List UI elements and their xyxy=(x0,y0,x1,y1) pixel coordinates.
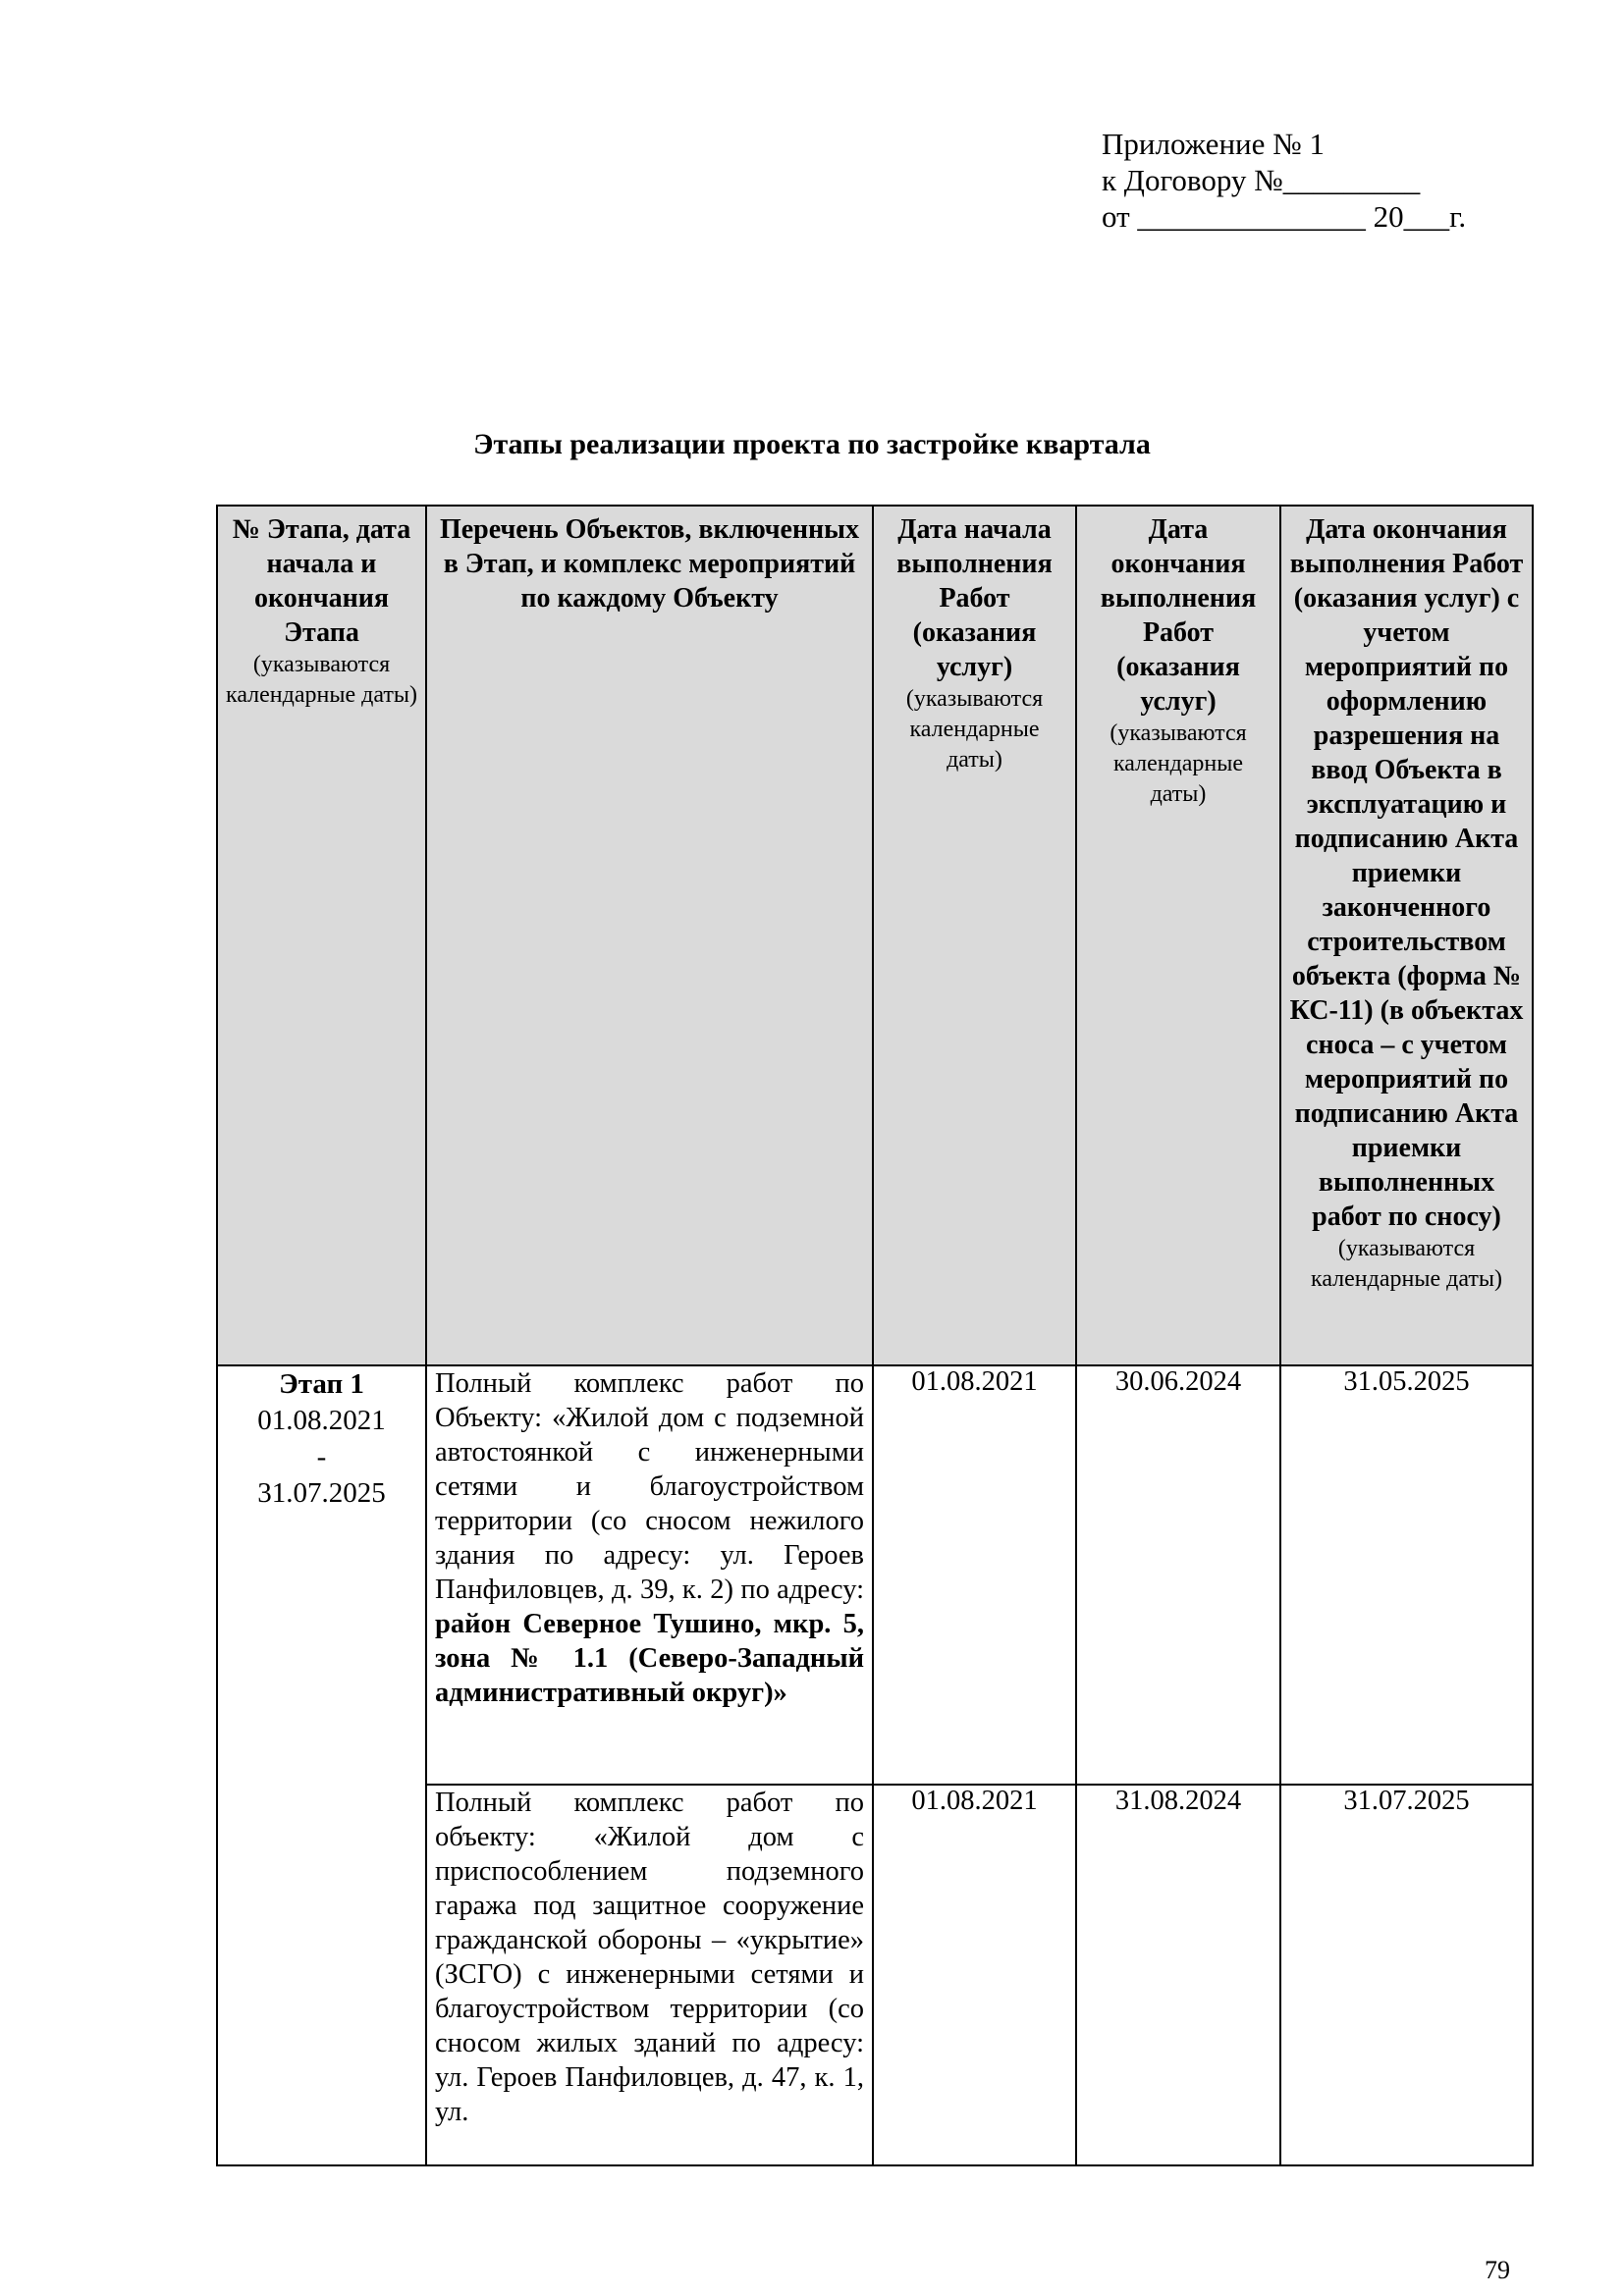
table-header-row xyxy=(217,506,1533,1365)
header-stage xyxy=(217,506,426,1365)
header-label: Дата начала выполнения Работ (оказания услуг) xyxy=(896,514,1053,682)
header-note: (указываются календарные даты) xyxy=(905,686,1044,773)
header-start-date xyxy=(873,506,1076,1365)
stage-end-date: 31.07.2025 xyxy=(257,1477,386,1509)
start-date-cell: 01.08.2021 xyxy=(873,1365,1076,1785)
header-label: Дата окончания выполнения Работ (оказания услуг) с учетом мероприятий по оформлению разрешения на ввод Объекта в эксплуатацию и подписанию Акта приемки законченного строительством объекта (форма № КС-11) (в объектах сноса – с учетом мероприятий по подписанию Акта приемки выполненных работ по сносу) xyxy=(1289,514,1524,1232)
appendix-header xyxy=(1102,126,1534,235)
header-end-date-with-permits xyxy=(1280,506,1533,1365)
end-date-cell: 30.06.2024 xyxy=(1076,1365,1280,1785)
end-date-cell: 31.08.2024 xyxy=(1076,1785,1280,2165)
object-text: Полный комплекс работ по объекту: «Жилой дом с приспособлением подземного гаража под защитное сооружение гражданской обороны – «укрытие» (ЗСГО) с инженерными сетями и благоустройством территории (со сносом жилых зданий по адресу: ул. Героев Панфиловцев, д. 47, к. 1, ул. xyxy=(435,1788,864,2127)
object-description xyxy=(426,1365,873,1785)
object-address-bold: район Северное Тушино, мкр. 5, зона № 1.1 (Северо-Западный административный округ)» xyxy=(435,1609,864,1708)
header-note: (указываются календарные даты) xyxy=(1311,1236,1502,1292)
header-label: Дата окончания выполнения Работ (оказания услуг) xyxy=(1100,514,1257,717)
header-label: № Этапа, дата начала и окончания Этапа xyxy=(232,514,411,648)
header-note: (указываются календарные даты) xyxy=(226,652,417,708)
stage-date-dash: - xyxy=(316,1441,327,1472)
header-label: Перечень Объектов, включенных в Этап, и комплекс мероприятий по каждому Объекту xyxy=(439,514,860,614)
appendix-number: Приложение № 1 xyxy=(1102,127,1325,161)
end-date-with-permits-cell: 31.05.2025 xyxy=(1280,1365,1533,1785)
contract-number-line: к Договору №_________ xyxy=(1102,163,1421,197)
object-description xyxy=(426,1785,873,2165)
object-text: Полный комплекс работ по Объекту: «Жилой дом с подземной автостоянкой с инженерными сетями и благоустройством территории (со сносом нежилого здания по адресу: ул. Героев Панфиловцев, д. 39, к. 2) по адресу: xyxy=(435,1368,864,1605)
end-date-with-permits-cell: 31.07.2025 xyxy=(1280,1785,1533,2165)
stage-start-date: 01.08.2021 xyxy=(257,1405,386,1436)
stages-table xyxy=(216,505,1534,2166)
stage-cell xyxy=(217,1365,426,2165)
document-title: Этапы реализации проекта по застройке квартала xyxy=(473,428,1151,460)
start-date-cell: 01.08.2021 xyxy=(873,1785,1076,2165)
header-note: (указываются календарные даты) xyxy=(1110,721,1247,807)
header-objects xyxy=(426,506,873,1365)
stage-label: Этап 1 xyxy=(279,1368,364,1400)
page-number: 79 xyxy=(1485,2256,1510,2284)
table-row xyxy=(217,1365,1533,1785)
contract-date-line: от _______________ 20___г. xyxy=(1102,199,1467,234)
header-end-date xyxy=(1076,506,1280,1365)
